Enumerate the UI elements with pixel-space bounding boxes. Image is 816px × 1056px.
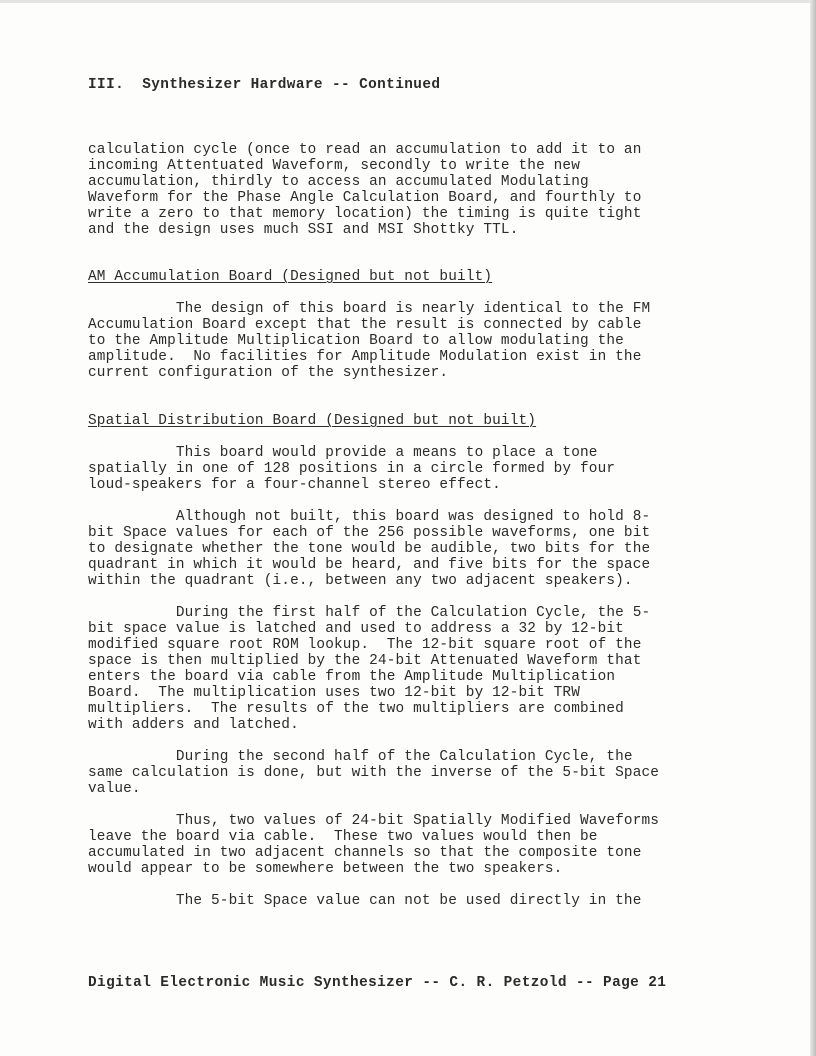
spatial-paragraph-6: The 5-bit Space value can not be used directly in the xyxy=(88,893,642,909)
section-heading-spatial-distribution: Spatial Distribution Board (Designed but not built) xyxy=(88,413,537,429)
spatial-paragraph-1: This board would provide a means to place a tone spatially in one of 128 positions in a circle formed by four loud-speakers for a four-channel stereo effect. xyxy=(88,445,616,493)
spatial-paragraph-4: During the second half of the Calculation Cycle, the same calculation is done, but with the inverse of the 5-bit Space value. xyxy=(88,749,660,797)
spatial-paragraph-3: During the first half of the Calculation Cycle, the 5- bit space value is latched and used to address a 32 by 12-bit modified square root ROM lookup. The 12-bit square root of the space is then multiplied by the 24-bit Attenuated Waveform that enters the board via cable from the Amplitude Multiplication Board. The multiplication uses two 12-bit by 12-bit TRW multipliers. The results of the two multipliers are combined with adders and latched. xyxy=(88,605,651,733)
section-heading-am-accumulation: AM Accumulation Board (Designed but not built) xyxy=(88,269,493,285)
scan-edge-right xyxy=(810,0,816,1056)
scan-edge-top xyxy=(0,0,816,3)
page-header: III. Synthesizer Hardware -- Continued xyxy=(88,77,441,93)
continued-paragraph: calculation cycle (once to read an accumulation to add it to an incoming Attentuated Waveform, secondly to write the new accumulation, thirdly to access an accumulated Modulating Waveform for the Phase Angle Calculation Board, and fourthly to write a zero to that memory location) the timing is quite tight and the design uses much SSI and MSI Shottky TTL. xyxy=(88,142,642,238)
spatial-paragraph-5: Thus, two values of 24-bit Spatially Modified Waveforms leave the board via cable. These two values would then be accumulated in two adjacent channels so that the composite tone would appear to be somewhere between the two speakers. xyxy=(88,813,660,877)
spatial-paragraph-2: Although not built, this board was designed to hold 8- bit Space values for each of the 256 possible waveforms, one bit to designate whether the tone would be audible, two bits for the quadrant in which it would be heard, and five bits for the space within the quadrant (i.e., between any two adjacent speakers). xyxy=(88,509,651,589)
am-accumulation-paragraph: The design of this board is nearly identical to the FM Accumulation Board except that the result is connected by cable to the Amplitude Multiplication Board to allow modulating the amplitude. No facilities for Amplitude Modulation exist in the current configuration of the synthesizer. xyxy=(88,301,651,381)
page-footer: Digital Electronic Music Synthesizer -- C. R. Petzold -- Page 21 xyxy=(88,975,667,991)
